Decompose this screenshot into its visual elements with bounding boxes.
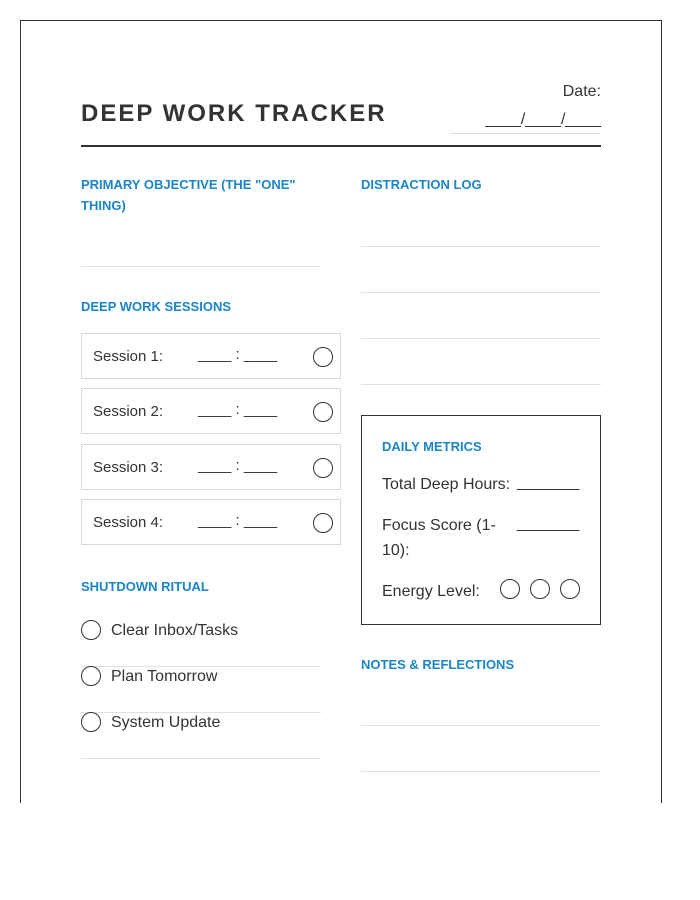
energy-level-circle-icon[interactable] xyxy=(530,579,550,599)
total-hours-field[interactable]: _______ xyxy=(517,474,580,491)
notes-line[interactable] xyxy=(361,725,601,726)
session-label: Session 2: xyxy=(93,403,164,420)
session-checkbox-icon[interactable] xyxy=(313,513,333,533)
daily-metrics-box xyxy=(361,415,601,625)
primary-objective-line[interactable] xyxy=(81,266,321,267)
session-row-4 xyxy=(81,499,341,545)
focus-score-label: Focus Score (1-10): xyxy=(382,517,496,559)
ritual-label: System Update xyxy=(111,714,221,731)
energy-level-label: Energy Level: xyxy=(382,583,480,600)
header xyxy=(81,83,601,147)
session-row-1 xyxy=(81,333,341,379)
notes-title: NOTES & REFLECTIONS xyxy=(361,657,515,672)
energy-level-circle-icon[interactable] xyxy=(560,579,580,599)
page-title: DEEP WORK TRACKER xyxy=(81,100,387,127)
date-field[interactable]: ____/____/____ xyxy=(485,111,601,128)
distraction-line[interactable] xyxy=(361,292,601,293)
distraction-log-title: DISTRACTION LOG xyxy=(361,177,482,192)
notes-line[interactable] xyxy=(361,771,601,772)
checkbox-circle-icon[interactable] xyxy=(81,620,101,640)
session-time-field[interactable]: ____ : ____ xyxy=(198,457,278,474)
session-time-field[interactable]: ____ : ____ xyxy=(198,346,278,363)
distraction-line[interactable] xyxy=(361,246,601,247)
session-checkbox-icon[interactable] xyxy=(313,402,333,422)
session-label: Session 3: xyxy=(93,459,164,476)
session-row-3 xyxy=(81,444,341,490)
date-underline xyxy=(450,133,601,134)
metrics-title: DAILY METRICS xyxy=(382,439,482,454)
ritual-label: Clear Inbox/Tasks xyxy=(111,622,239,639)
session-label: Session 1: xyxy=(93,348,164,365)
ritual-item-1[interactable] xyxy=(81,620,321,667)
session-label: Session 4: xyxy=(93,514,164,531)
primary-objective-title: PRIMARY OBJECTIVE (THE "ONE" THING) xyxy=(81,177,296,213)
tracker-page xyxy=(20,20,662,803)
session-time-field[interactable]: ____ : ____ xyxy=(198,401,278,418)
checkbox-circle-icon[interactable] xyxy=(81,712,101,732)
date-label: Date: xyxy=(562,83,601,100)
session-time-field[interactable]: ____ : ____ xyxy=(198,512,278,529)
checkbox-circle-icon[interactable] xyxy=(81,666,101,686)
distraction-line[interactable] xyxy=(361,338,601,339)
session-checkbox-icon[interactable] xyxy=(313,458,333,478)
energy-level-circle-icon[interactable] xyxy=(500,579,520,599)
ritual-item-2[interactable] xyxy=(81,666,321,713)
ritual-label: Plan Tomorrow xyxy=(111,668,218,685)
distraction-line[interactable] xyxy=(361,384,601,385)
focus-score-field[interactable]: _______ xyxy=(517,515,580,532)
sessions-title: DEEP WORK SESSIONS xyxy=(81,299,232,314)
session-checkbox-icon[interactable] xyxy=(313,347,333,367)
total-hours-label: Total Deep Hours: xyxy=(382,476,511,493)
ritual-item-3[interactable] xyxy=(81,712,321,759)
session-row-2 xyxy=(81,388,341,434)
shutdown-title: SHUTDOWN RITUAL xyxy=(81,579,209,594)
